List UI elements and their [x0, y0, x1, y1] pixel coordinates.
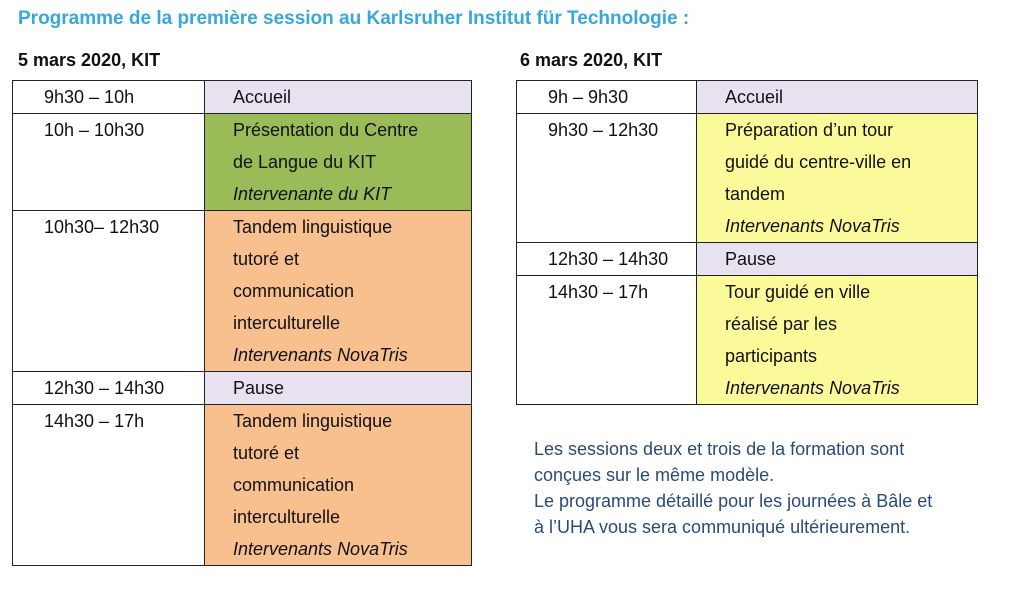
- page-title: Programme de la première session au Karlsruher Institut für Technologie :: [18, 8, 690, 29]
- activity-cell: [697, 276, 978, 405]
- activity-line: Pause: [725, 249, 777, 269]
- activity-line: tutoré et: [233, 249, 300, 269]
- time-cell: 10h30– 12h30: [13, 211, 205, 372]
- day1-schedule-table: [12, 80, 472, 566]
- table-row: [517, 276, 978, 405]
- activity-line: Tour guidé en ville: [725, 282, 871, 302]
- note-line: à l’UHA vous sera communiqué ultérieurement.: [534, 517, 911, 537]
- table-row: [517, 114, 978, 243]
- table-row: [13, 405, 472, 566]
- table-row: [13, 81, 472, 114]
- time-cell: 9h – 9h30: [517, 81, 697, 114]
- activity-line: tandem: [725, 184, 786, 204]
- activity-line: Présentation du Centre: [233, 120, 419, 140]
- table-row: [13, 114, 472, 211]
- activity-cell: [205, 372, 472, 405]
- speaker-label: Intervenants NovaTris: [725, 216, 900, 236]
- activity-line: Pause: [233, 378, 285, 398]
- time-cell: 14h30 – 17h: [13, 405, 205, 566]
- activity-cell: [697, 114, 978, 243]
- activity-line: communication: [233, 475, 355, 495]
- time-cell: 12h30 – 14h30: [13, 372, 205, 405]
- time-cell: 10h – 10h30: [13, 114, 205, 211]
- activity-line: Préparation d’un tour: [725, 120, 894, 140]
- activity-line: réalisé par les: [725, 314, 838, 334]
- activity-line: interculturelle: [233, 507, 341, 527]
- activity-cell: [697, 243, 978, 276]
- time-cell: 14h30 – 17h: [517, 276, 697, 405]
- speaker-label: Intervenants NovaTris: [233, 539, 408, 559]
- activity-line: de Langue du KIT: [233, 152, 377, 172]
- table-row: [13, 372, 472, 405]
- activity-line: Tandem linguistique: [233, 411, 393, 431]
- activity-line: Tandem linguistique: [233, 217, 393, 237]
- note-line: conçues sur le même modèle.: [534, 465, 775, 485]
- time-cell: 12h30 – 14h30: [517, 243, 697, 276]
- activity-line: Accueil: [725, 87, 784, 107]
- activity-cell: [697, 81, 978, 114]
- table-row: [517, 243, 978, 276]
- note-line: Les sessions deux et trois de la formation sont: [534, 439, 905, 459]
- time-cell: 9h30 – 12h30: [517, 114, 697, 243]
- activity-cell: [205, 114, 472, 211]
- speaker-label: Intervenante du KIT: [233, 184, 392, 204]
- speaker-label: Intervenants NovaTris: [233, 345, 408, 365]
- activity-line: communication: [233, 281, 355, 301]
- activity-line: participants: [725, 346, 818, 366]
- table-row: [517, 81, 978, 114]
- day1-title: 5 mars 2020, KIT: [18, 50, 161, 70]
- time-cell: 9h30 – 10h: [13, 81, 205, 114]
- activity-line: Accueil: [233, 87, 292, 107]
- note-line: Le programme détaillé pour les journées à Bâle et: [534, 491, 933, 511]
- day2-title: 6 mars 2020, KIT: [520, 50, 663, 70]
- activity-line: guidé du centre-ville en: [725, 152, 912, 172]
- table-row: [13, 211, 472, 372]
- activity-cell: [205, 405, 472, 566]
- speaker-label: Intervenants NovaTris: [725, 378, 900, 398]
- day2-schedule-table: [516, 80, 978, 405]
- activity-line: tutoré et: [233, 443, 300, 463]
- activity-cell: [205, 81, 472, 114]
- info-note: [534, 436, 932, 540]
- activity-line: interculturelle: [233, 313, 341, 333]
- activity-cell: [205, 211, 472, 372]
